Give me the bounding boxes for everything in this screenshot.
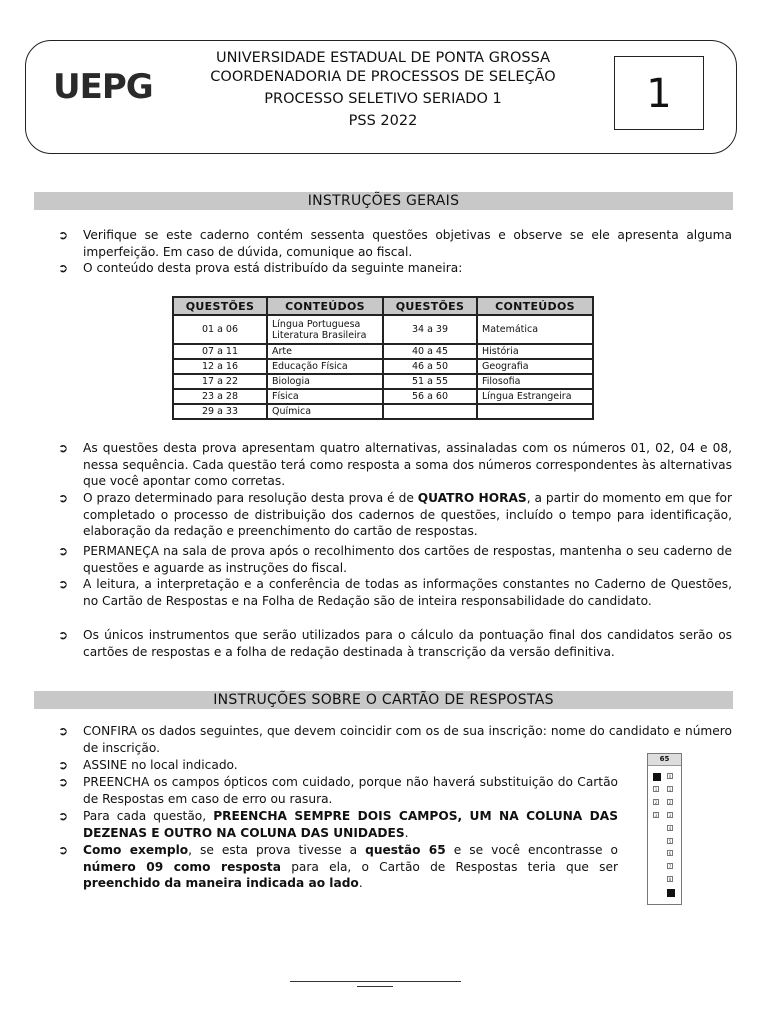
header-line1: UNIVERSIDADE ESTADUAL DE PONTA GROSSA <box>215 50 551 66</box>
table-cell: 12 a 16 <box>173 359 267 374</box>
bullet-1: ➲ Verifique se este caderno contém sessenta questões objetivas e observe se ele apresenta alguma imperfeição. Em caso de dúvida, comunique ao fiscal. <box>58 228 732 259</box>
card-bullet-1: ➲ CONFIRA os dados seguintes, que devem coincidir com os de sua inscrição: nome do candidato e número de inscrição. <box>58 724 732 755</box>
arrow-icon: ➲ <box>58 261 69 275</box>
card-bullet-3: ➲ PREENCHA os campos ópticos com cuidado, porque não haverá substituição do Cartão de Respostas em caso de erro ou rasura. <box>58 775 618 806</box>
header-line4: PSS 2022 <box>348 112 418 129</box>
section-title-general: INSTRUÇÕES GERAIS <box>34 192 733 210</box>
table-row <box>173 315 593 344</box>
header-line2: COORDENADORIA DE PROCESSOS DE SELEÇÃO <box>210 68 556 85</box>
bullet-5: ➲ PERMANEÇA na sala de prova após o recolhimento dos cartões de respostas, mantenha o seu caderno de questões e aguarde as instruções do fiscal. <box>58 544 732 575</box>
card-cell-units: 7 <box>668 864 672 870</box>
table-cell: 07 a 11 <box>173 344 267 359</box>
header-text <box>156 49 610 130</box>
content-table <box>172 296 594 420</box>
table-cell: Química <box>267 404 383 419</box>
card-cell-tens: 2 <box>654 799 658 805</box>
table-row <box>173 344 593 359</box>
table-cell: 29 a 33 <box>173 404 267 419</box>
footer-divider-short <box>357 986 393 987</box>
table-row <box>173 389 593 404</box>
table-cell: Matemática <box>477 315 593 344</box>
table-cell: 23 a 28 <box>173 389 267 404</box>
table-cell: 34 a 39 <box>383 315 477 344</box>
header-line3: PROCESSO SELETIVO SERIADO 1 <box>264 91 502 107</box>
table-cell: 46 a 50 <box>383 359 477 374</box>
card-cell-units: 3 <box>668 812 672 818</box>
header-box <box>25 40 737 154</box>
card-cell-units: 1 <box>668 786 672 792</box>
uepg-logo: UEPG <box>53 67 153 107</box>
table-cell: História <box>477 344 593 359</box>
arrow-icon: ➲ <box>58 441 69 455</box>
card-cell-tens-filled <box>653 773 661 781</box>
bullet-6: ➲ A leitura, a interpretação e a conferência de todas as informações constantes no Caderno de Questões, no Cartão de Respostas e na Folha de Redação são de inteira responsabilidade do candidato. <box>58 577 732 608</box>
th-questoes-2: QUESTÕES <box>383 297 477 315</box>
table-cell <box>383 404 477 419</box>
table-cell: 17 a 22 <box>173 374 267 389</box>
table-cell: 01 a 06 <box>173 315 267 344</box>
table-row <box>173 374 593 389</box>
table-cell: 40 a 45 <box>383 344 477 359</box>
th-questoes-1: QUESTÕES <box>173 297 267 315</box>
card-cell-units: 6 <box>668 851 672 857</box>
table-row <box>173 404 593 419</box>
arrow-icon: ➲ <box>58 724 69 738</box>
bullet-4: ➲ O prazo determinado para resolução desta prova é de QUATRO HORAS, a partir do momento em que for completado o processo de distribuição dos cadernos de questões, incluído o tempo para identificação, elaboração da redação e preenchimento do cartão de respostas. <box>58 491 732 538</box>
table-cell: Educação Física <box>267 359 383 374</box>
arrow-icon: ➲ <box>58 544 69 558</box>
card-cell-tens: 1 <box>654 786 658 792</box>
th-conteudos-2: CONTEÚDOS <box>477 297 593 315</box>
arrow-icon: ➲ <box>58 775 69 789</box>
arrow-icon: ➲ <box>58 809 69 823</box>
th-conteudos-1: CONTEÚDOS <box>267 297 383 315</box>
arrow-icon: ➲ <box>58 491 69 505</box>
arrow-icon: ➲ <box>58 628 69 642</box>
footer-divider <box>290 981 461 982</box>
table-cell: Filosofia <box>477 374 593 389</box>
table-cell: Língua Portuguesa Literatura Brasileira <box>267 315 383 344</box>
table-cell: Língua Estrangeira <box>477 389 593 404</box>
booklet-number: 1 <box>614 56 704 130</box>
card-bullet-4: ➲ Para cada questão, PREENCHA SEMPRE DOIS CAMPOS, UM NA COLUNA DAS DEZENAS E OUTRO NA COLUNA DAS UNIDADES. <box>58 809 618 840</box>
table-row <box>173 359 593 374</box>
table-cell: 51 a 55 <box>383 374 477 389</box>
card-cell-tens: 3 <box>654 812 658 818</box>
table-cell <box>477 404 593 419</box>
bullet-7: ➲ Os únicos instrumentos que serão utilizados para o cálculo da pontuação final dos candidatos serão os cartões de respostas e a folha de redação destinada à transcrição da versão definitiva. <box>58 628 732 659</box>
arrow-icon: ➲ <box>58 228 69 242</box>
card-cell-units: 4 <box>668 825 672 831</box>
arrow-icon: ➲ <box>58 577 69 591</box>
arrow-icon: ➲ <box>58 758 69 772</box>
table-cell: Biologia <box>267 374 383 389</box>
card-cell-units-filled <box>667 889 675 897</box>
section-title-card: INSTRUÇÕES SOBRE O CARTÃO DE RESPOSTAS <box>34 691 733 709</box>
card-bullet-2: ➲ ASSINE no local indicado. <box>58 758 238 772</box>
table-cell: 56 a 60 <box>383 389 477 404</box>
table-cell: Física <box>267 389 383 404</box>
card-cell-units: 0 <box>668 774 672 779</box>
card-cell-units: 8 <box>668 877 672 883</box>
table-cell: Geografia <box>477 359 593 374</box>
card-cell-units: 5 <box>668 838 672 844</box>
card-cell-units: 2 <box>668 799 672 805</box>
arrow-icon: ➲ <box>58 843 69 857</box>
card-question-number: 65 <box>648 754 681 766</box>
bullet-2: ➲ O conteúdo desta prova está distribuído da seguinte maneira: <box>58 261 463 275</box>
answer-card-example <box>647 753 682 905</box>
table-cell: Arte <box>267 344 383 359</box>
bullet-3: ➲ As questões desta prova apresentam quatro alternativas, assinaladas com os números 01, 02, 04 e 08, nessa sequência. Cada questão terá como resposta a soma dos números correspondentes às alternativas que você apontar como corretas. <box>58 441 732 488</box>
card-bullet-5: ➲ Como exemplo, se esta prova tivesse a questão 65 e se você encontrasse o número 09 como resposta para ela, o Cartão de Respostas teria que ser preenchido da maneira indicada ao lado. <box>58 843 618 890</box>
